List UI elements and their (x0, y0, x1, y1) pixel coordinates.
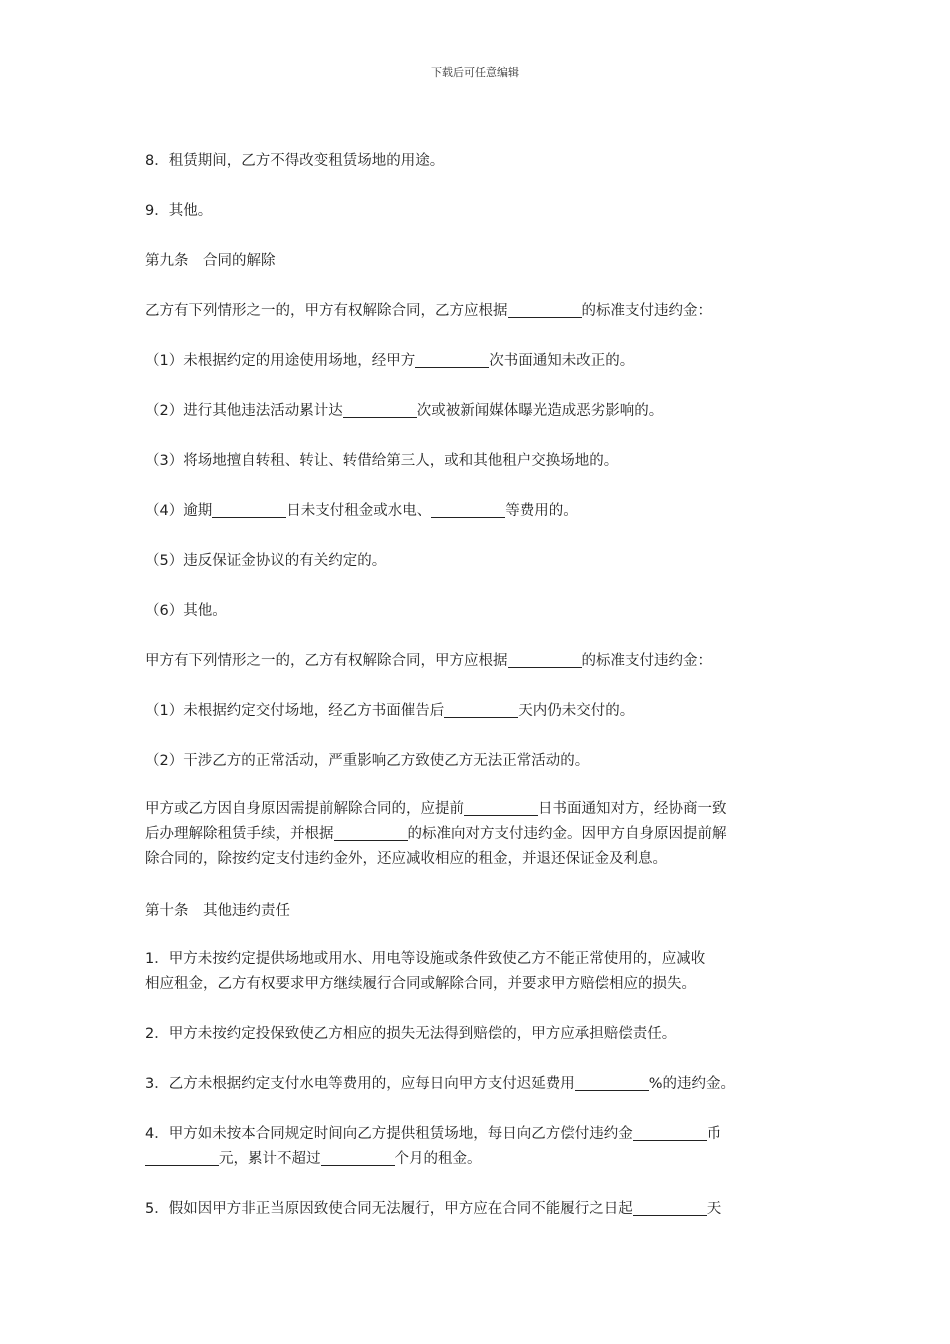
text-line (145, 649, 825, 674)
text-line (145, 847, 825, 872)
paragraph (145, 947, 825, 997)
text-line (145, 972, 825, 997)
text-segment: 2．甲方未按约定投保致使乙方相应的损失无法得到赔偿的，甲方应承担赔偿责任。 (145, 1026, 677, 1042)
text-line (145, 449, 825, 474)
fill-in-blank[interactable] (334, 823, 408, 841)
text-line (145, 549, 825, 574)
text-segment: 等费用的。 (505, 503, 578, 519)
text-segment: （1）未根据约定交付场地，经乙方书面催告后 (145, 703, 445, 719)
text-segment: 甲方有下列情形之一的，乙方有权解除合同，甲方应根据 (145, 653, 508, 669)
text-line (145, 1022, 825, 1047)
text-segment: 甲方或乙方因自身原因需提前解除合同的，应提前 (145, 801, 464, 817)
paragraph (145, 899, 825, 924)
fill-in-blank[interactable] (444, 700, 518, 718)
text-segment: 天内仍未交付的。 (518, 703, 635, 719)
fill-in-blank[interactable] (321, 1148, 395, 1166)
paragraph (145, 249, 825, 274)
text-segment: （4）逾期 (145, 503, 213, 519)
fill-in-blank[interactable] (575, 1073, 649, 1091)
page-header: 下载后可任意编辑 (431, 66, 519, 79)
text-segment: 5．假如因甲方非正当原因致使合同无法履行，甲方应在合同不能履行之日起 (145, 1201, 633, 1217)
text-segment: 相应租金，乙方有权要求甲方继续履行合同或解除合同，并要求甲方赔偿相应的损失。 (145, 976, 696, 992)
paragraph (145, 1122, 825, 1172)
paragraph (145, 699, 825, 724)
paragraph (145, 349, 825, 374)
text-line (145, 749, 825, 774)
text-segment: 3．乙方未根据约定支付水电等费用的，应每日向甲方支付迟延费用 (145, 1076, 575, 1092)
fill-in-blank[interactable] (633, 1198, 707, 1216)
paragraph (145, 1197, 825, 1222)
paragraph (145, 549, 825, 574)
text-segment: （1）未根据约定的用途使用场地，经甲方 (145, 353, 416, 369)
text-segment: 日书面通知对方，经协商一致 (538, 801, 727, 817)
text-line (145, 149, 825, 174)
text-segment: （3）将场地擅自转租、转让、转借给第三人，或和其他租户交换场地的。 (145, 453, 619, 469)
text-line (145, 399, 825, 424)
paragraph (145, 1022, 825, 1047)
paragraph (145, 149, 825, 174)
text-segment: 的标准向对方支付违约金。因甲方自身原因提前解 (407, 826, 727, 842)
text-segment: （2）进行其他违法活动累计达 (145, 403, 343, 419)
text-segment: 第九条 合同的解除 (145, 253, 276, 269)
fill-in-blank[interactable] (508, 650, 582, 668)
fill-in-blank[interactable] (212, 500, 286, 518)
text-line (145, 249, 825, 274)
text-line (145, 349, 825, 374)
text-segment: 8．租赁期间，乙方不得改变租赁场地的用途。 (145, 153, 445, 169)
text-segment: （6）其他。 (145, 603, 227, 619)
fill-in-blank[interactable] (464, 798, 538, 816)
fill-in-blank[interactable] (633, 1123, 707, 1141)
paragraph (145, 299, 825, 324)
text-line (145, 599, 825, 624)
text-segment: 次书面通知未改正的。 (489, 353, 635, 369)
text-line (145, 1147, 825, 1172)
text-segment: （5）违反保证金协议的有关约定的。 (145, 553, 387, 569)
text-segment: （2）干涉乙方的正常活动，严重影响乙方致使乙方无法正常活动的。 (145, 753, 590, 769)
paragraph (145, 199, 825, 224)
text-line (145, 499, 825, 524)
paragraph (145, 797, 825, 872)
text-line (145, 947, 825, 972)
text-segment: 1．甲方未按约定提供场地或用水、用电等设施或条件致使乙方不能正常使用的，应减收 (145, 951, 706, 967)
text-segment: 4．甲方如未按本合同规定时间向乙方提供租赁场地，每日向乙方偿付违约金 (145, 1126, 633, 1142)
text-segment: 除合同的，除按约定支付违约金外，还应减收相应的租金，并退还保证金及利息。 (145, 851, 667, 867)
text-segment: 币 (706, 1126, 722, 1142)
text-segment: 9．其他。 (145, 203, 213, 219)
paragraph (145, 499, 825, 524)
text-line (145, 899, 825, 924)
text-line (145, 822, 825, 847)
fill-in-blank[interactable] (415, 350, 489, 368)
paragraph (145, 1072, 825, 1097)
text-segment: 的标准支付违约金： (581, 653, 712, 669)
text-segment: %的违约金。 (648, 1076, 736, 1092)
text-line (145, 699, 825, 724)
text-segment: 第十条 其他违约责任 (145, 903, 290, 919)
text-line (145, 1122, 825, 1147)
fill-in-blank[interactable] (343, 400, 417, 418)
text-segment: 天 (706, 1201, 722, 1217)
text-line (145, 199, 825, 224)
text-segment: 乙方有下列情形之一的，甲方有权解除合同，乙方应根据 (145, 303, 508, 319)
text-segment: 日未支付租金或水电、 (286, 503, 432, 519)
paragraph (145, 749, 825, 774)
text-segment: 次或被新闻媒体曝光造成恶劣影响的。 (416, 403, 664, 419)
fill-in-blank[interactable] (508, 300, 582, 318)
text-segment: 个月的租金。 (394, 1151, 482, 1167)
fill-in-blank[interactable] (145, 1148, 219, 1166)
paragraph (145, 649, 825, 674)
text-segment: 的标准支付违约金： (581, 303, 712, 319)
text-segment: 后办理解除租赁手续，并根据 (145, 826, 334, 842)
fill-in-blank[interactable] (431, 500, 505, 518)
text-line (145, 1072, 825, 1097)
text-line (145, 797, 825, 822)
text-segment: 元，累计不超过 (219, 1151, 321, 1167)
text-line (145, 1197, 825, 1222)
paragraph (145, 449, 825, 474)
paragraph (145, 599, 825, 624)
text-line (145, 299, 825, 324)
paragraph (145, 399, 825, 424)
